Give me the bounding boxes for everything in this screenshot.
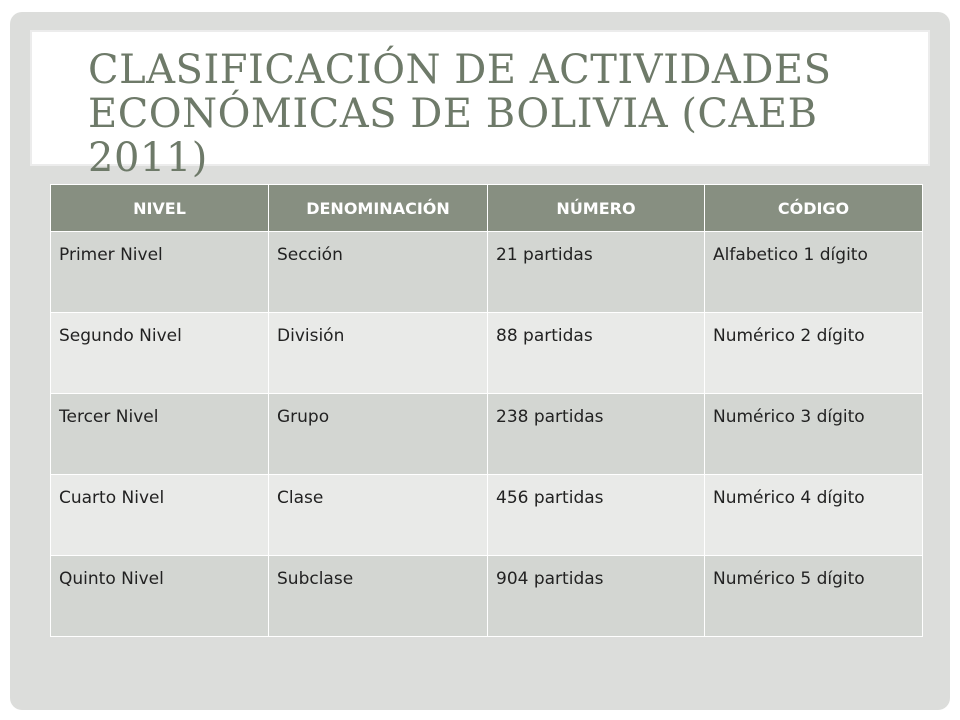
cell-denominacion: Subclase <box>269 556 488 637</box>
header-codigo: CÓDIGO <box>705 185 923 232</box>
cell-numero: 904 partidas <box>488 556 705 637</box>
table-row <box>51 232 923 313</box>
cell-numero: 238 partidas <box>488 394 705 475</box>
cell-nivel: Quinto Nivel <box>51 556 269 637</box>
table-header-row <box>51 185 923 232</box>
cell-nivel: Tercer Nivel <box>51 394 269 475</box>
header-denominacion: DENOMINACIÓN <box>269 185 488 232</box>
cell-denominacion: División <box>269 313 488 394</box>
cell-codigo: Alfabetico 1 dígito <box>705 232 923 313</box>
table-row <box>51 394 923 475</box>
slide <box>10 12 950 710</box>
cell-numero: 21 partidas <box>488 232 705 313</box>
cell-nivel: Segundo Nivel <box>51 313 269 394</box>
table-row <box>51 556 923 637</box>
title-box <box>30 30 930 181</box>
cell-denominacion: Sección <box>269 232 488 313</box>
cell-denominacion: Grupo <box>269 394 488 475</box>
cell-nivel: Primer Nivel <box>51 232 269 313</box>
table-row <box>51 313 923 394</box>
header-numero: NÚMERO <box>488 185 705 232</box>
cell-nivel: Cuarto Nivel <box>51 475 269 556</box>
cell-numero: 88 partidas <box>488 313 705 394</box>
cell-denominacion: Clase <box>269 475 488 556</box>
caeb-table <box>50 184 923 637</box>
cell-codigo: Numérico 2 dígito <box>705 313 923 394</box>
cell-codigo: Numérico 3 dígito <box>705 394 923 475</box>
cell-codigo: Numérico 4 dígito <box>705 475 923 556</box>
slide-title: CLASIFICACIÓN DE ACTIVIDADES ECONÓMICAS DE BOLIVIA (CAEB 2011) <box>88 47 832 181</box>
cell-codigo: Numérico 5 dígito <box>705 556 923 637</box>
cell-numero: 456 partidas <box>488 475 705 556</box>
table-row <box>51 475 923 556</box>
header-nivel: NIVEL <box>51 185 269 232</box>
